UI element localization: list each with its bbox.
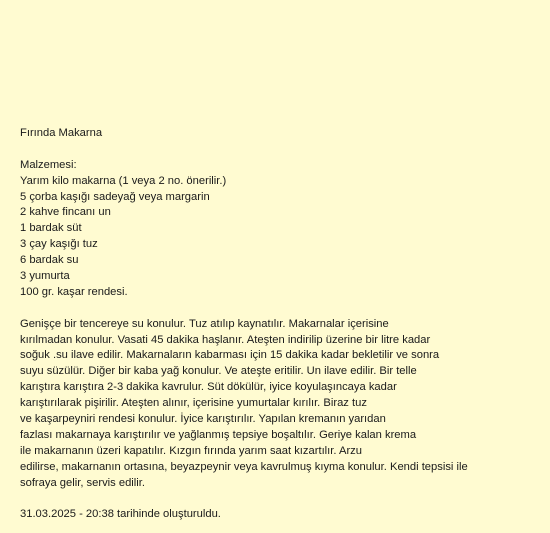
instruction-line: sofraya gelir, servis edilir. <box>20 476 145 489</box>
ingredient-item: 100 gr. kaşar rendesi. <box>20 285 128 298</box>
instruction-line: ile makarnanın üzeri kapatılır. Kızgın fırında yarım saat kızartılır. Arzu <box>20 444 362 457</box>
instruction-line: ve kaşarpeyniri rendesi konulur. İyice karıştırılır. Yapılan kremanın yarıdan <box>20 413 386 426</box>
recipe-document <box>20 126 542 523</box>
instruction-line: karıştırılarak pişirilir. Ateşten alınır, içerisine yumurtalar kırılır. Biraz tuz <box>20 397 367 410</box>
recipe-title: Fırında Makarna <box>20 127 103 139</box>
ingredient-item: 6 bardak su <box>20 254 79 267</box>
ingredient-item: 2 kahve fincanı un <box>20 206 111 219</box>
instruction-line: suyu süzülür. Diğer bir kaba yağ konulur. Ve ateşte eritilir. Un ilave edilir. Bir telle <box>20 365 417 378</box>
ingredients-list <box>20 174 542 301</box>
ingredient-item: 3 çay kaşığı tuz <box>20 238 98 251</box>
ingredient-item: Yarım kilo makarna (1 veya 2 no. önerilir.) <box>20 174 227 187</box>
ingredients-heading: Malzemesi: <box>20 158 77 171</box>
instruction-line: edilirse, makarnanın ortasına, beyazpeynir veya kavrulmuş kıyma konulur. Kendi tepsisi ile <box>20 460 468 473</box>
instruction-line: soğuk .su ilave edilir. Makarnaların kabarması için 15 dakika kadar bekletilir ve sonra <box>20 349 440 362</box>
ingredient-item: 1 bardak süt <box>20 222 82 235</box>
instruction-line: kırılmadan konulur. Vasati 45 dakika haşlanır. Ateşten indirilip üzerine bir litre kadar <box>20 333 431 346</box>
ingredient-item: 3 yumurta <box>20 270 70 283</box>
instruction-line: Genişçe bir tencereye su konulur. Tuz atılıp kaynatılır. Makarnalar içerisine <box>20 317 389 330</box>
instruction-line: fazlası makarnaya karıştırılır ve yağlanmış tepsiye boşaltılır. Geriye kalan krema <box>20 428 417 441</box>
spacer <box>20 301 542 317</box>
spacer <box>20 142 542 158</box>
instruction-line: karıştıra karıştıra 2-3 dakika kavrulur. Süt dökülür, iyice koyulaşıncaya kadar <box>20 381 397 394</box>
ingredient-item: 5 çorba kaşığı sadeyağ veya margarin <box>20 190 210 203</box>
spacer <box>20 491 542 507</box>
created-timestamp: 31.03.2025 - 20:38 tarihinde oluşturuldu. <box>20 508 221 521</box>
instructions-paragraph <box>20 317 542 492</box>
